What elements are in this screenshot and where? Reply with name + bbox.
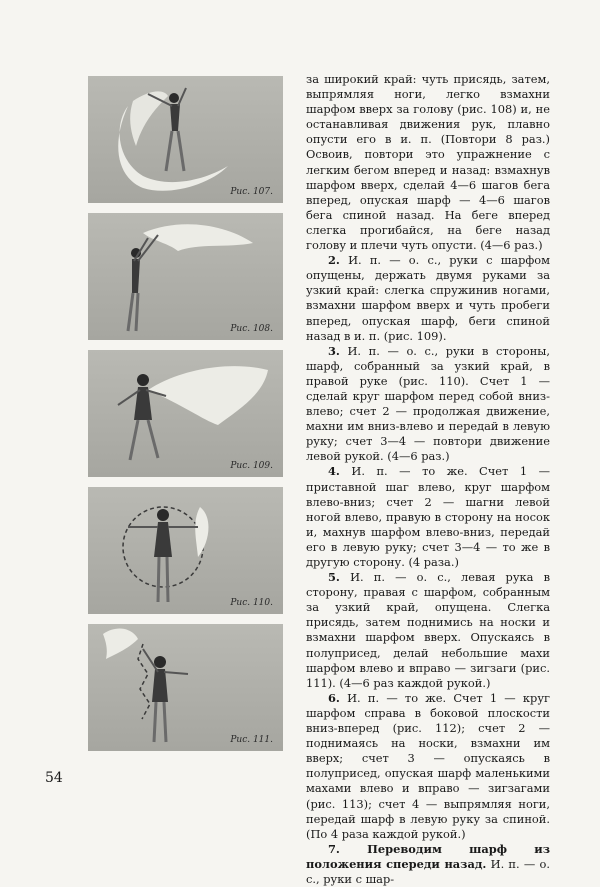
scarf-dancer-illustration <box>88 350 283 477</box>
figure-107 <box>88 76 283 203</box>
paragraph-7 <box>306 842 550 887</box>
scarf-dancer-illustration <box>88 624 283 751</box>
figure-caption: Рис. 109. <box>230 461 273 471</box>
figure-110 <box>88 487 283 614</box>
text-column <box>306 72 550 887</box>
exercise-text: И. п. — то же. Счет 1 — приставной шаг влево, круг шарфом влево-вниз; счет 2 — шагни левой ногой влево, правую в сторону на носок и, махнув шарфом влево-вниз, передай его в левую руку; счет 3—4 — то же в другую сторону. (4 раза.) <box>306 464 550 569</box>
figure-caption: Рис. 111. <box>230 735 273 745</box>
scarf-dancer-illustration <box>88 76 283 203</box>
figure-caption: Рис. 110. <box>230 598 273 608</box>
paragraph-2 <box>306 253 550 344</box>
exercise-number: 5. <box>328 570 340 585</box>
exercise-text: И. п. — о. с., руки с шарфом опущены, держать двумя руками за узкий край: слегка спружинив ногами, взмахни шарфом вверх и чуть пробеги вперед, опуская шарф, беги спиной назад в и. п. (рис. 109). <box>306 253 550 343</box>
paragraph-5 <box>306 570 550 691</box>
exercise-number: 4. <box>328 464 340 479</box>
figure-108 <box>88 213 283 340</box>
exercise-text: И. п. — о. с., левая рука в сторону, правая с шарфом, собранным за узкий край, опущена. Слегка присядь, затем поднимись на носки и взмахни шарфом вверх. Опускаясь в полуприсед, делай небольшие махи шарфом влево и вправо — зигзаги (рис. 111). (4—6 раз каждой рукой.) <box>306 570 550 690</box>
figure-109 <box>88 350 283 477</box>
exercise-heading: 7. Переводим шарф из положения спереди назад. <box>306 841 550 871</box>
figure-111 <box>88 624 283 751</box>
scarf-dancer-illustration <box>88 213 283 340</box>
exercise-text: И. п. — о. с., руки в стороны, шарф, собранный за узкий край, в правой руке (рис. 110). Счет 1 — сделай круг шарфом перед собой вниз-влево; счет 2 — продолжая движение, махни им вниз-влево и передай в левую руку; счет 3—4 — повтори движение левой рукой. (4—6 раз.) <box>306 343 550 464</box>
paragraph-1: за широкий край: чуть присядь, затем, выпрямляя ноги, легко взмахни шарфом вверх за голову (рис. 108) и, не останавливая движения рук, плавно опусти его в и. п. (Повтори 8 раз.) Освоив, повтори это упражнение с легким бегом вперед и назад: взмахнув шарфом вверх, сделай 4—6 шагов бега вперед, опуская шарф — 4—6 шагов бега спиной назад. На беге вперед слегка прогибайся, на беге назад голову и плечи чуть опусти. (4—6 раз.) <box>306 72 550 253</box>
exercise-number: 3. <box>328 343 340 358</box>
scarf-dancer-illustration <box>88 487 283 614</box>
exercise-text: И. п. — о. с., руки с шар- <box>306 856 550 886</box>
paragraph-3 <box>306 344 550 465</box>
exercise-number: 6. <box>328 690 340 705</box>
paragraph-4 <box>306 464 550 570</box>
figure-caption: Рис. 107. <box>230 187 273 197</box>
exercise-text: И. п. — то же. Счет 1 — круг шарфом справа в боковой плоскости вниз-вперед (рис. 112); счет 2 — поднимаясь на носки, взмахни им вверх; счет 3 — опускаясь в полуприсед, опуская шарф маленькими махами влево и вправо — зигзагами (рис. 113); счет 4 — выпрямляя ноги, передай шарф в левую руку за спиной. (По 4 раза каждой рукой.) <box>306 690 550 841</box>
paragraph-6 <box>306 691 550 842</box>
exercise-number: 2. <box>328 253 340 268</box>
page-number: 54 <box>45 770 63 786</box>
figure-caption: Рис. 108. <box>230 324 273 334</box>
